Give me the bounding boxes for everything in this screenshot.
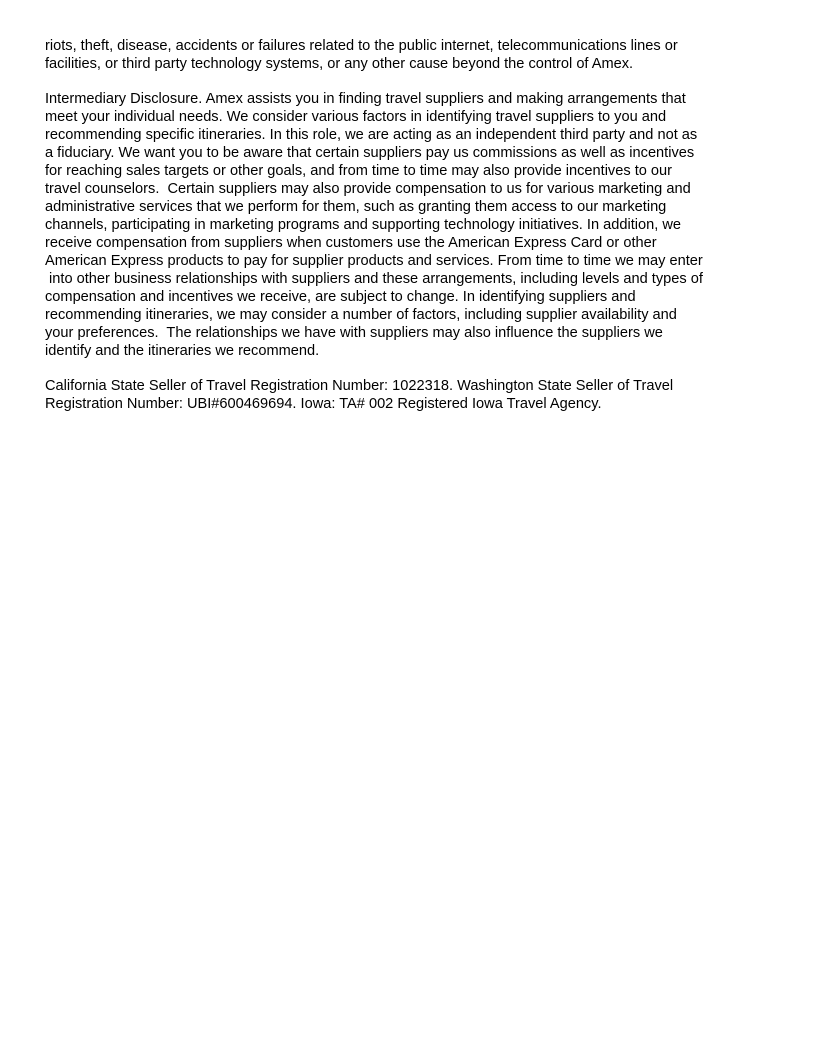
text-line: meet your individual needs. We consider various factors in identifying travel suppliers to you and: [45, 109, 667, 125]
text-line: administrative services that we perform for them, such as granting them access to our marketing: [45, 199, 667, 215]
liability-paragraph: [45, 37, 785, 73]
text-line: California State Seller of Travel Registration Number: 1022318. Washington State Seller of Travel: [45, 378, 674, 394]
document-page: [45, 37, 785, 413]
text-line: identify and the itineraries we recommend.: [45, 343, 320, 359]
text-line: recommending specific itineraries. In this role, we are acting as an independent third party and not as: [45, 127, 698, 143]
registration-paragraph: [45, 377, 785, 413]
text-line: receive compensation from suppliers when customers use the American Express Card or other: [45, 235, 657, 251]
text-line: travel counselors. Certain suppliers may also provide compensation to us for various marketing and: [45, 181, 691, 197]
text-line: American Express products to pay for supplier products and services. From time to time we may enter: [45, 253, 703, 269]
paragraph-spacer: [45, 73, 785, 90]
text-line: your preferences. The relationships we have with suppliers may also influence the suppliers we: [45, 325, 663, 341]
text-line: facilities, or third party technology systems, or any other cause beyond the control of Amex.: [45, 56, 634, 72]
intermediary-disclosure-paragraph: [45, 90, 785, 360]
text-line: compensation and incentives we receive, are subject to change. In identifying suppliers and: [45, 289, 636, 305]
text-line: a fiduciary. We want you to be aware that certain suppliers pay us commissions as well as incentives: [45, 145, 695, 161]
text-line: Intermediary Disclosure. Amex assists you in finding travel suppliers and making arrangements that: [45, 91, 686, 107]
text-line: into other business relationships with suppliers and these arrangements, including levels and types of: [45, 271, 703, 287]
paragraph-spacer: [45, 360, 785, 377]
text-line: recommending itineraries, we may consider a number of factors, including supplier availability and: [45, 307, 677, 323]
text-line: for reaching sales targets or other goals, and from time to time may also provide incentives to our: [45, 163, 673, 179]
text-line: riots, theft, disease, accidents or failures related to the public internet, telecommunications lines or: [45, 38, 678, 54]
text-line: channels, participating in marketing programs and supporting technology initiatives. In addition, we: [45, 217, 682, 233]
text-line: Registration Number: UBI#600469694. Iowa: TA# 002 Registered Iowa Travel Agency.: [45, 396, 602, 412]
